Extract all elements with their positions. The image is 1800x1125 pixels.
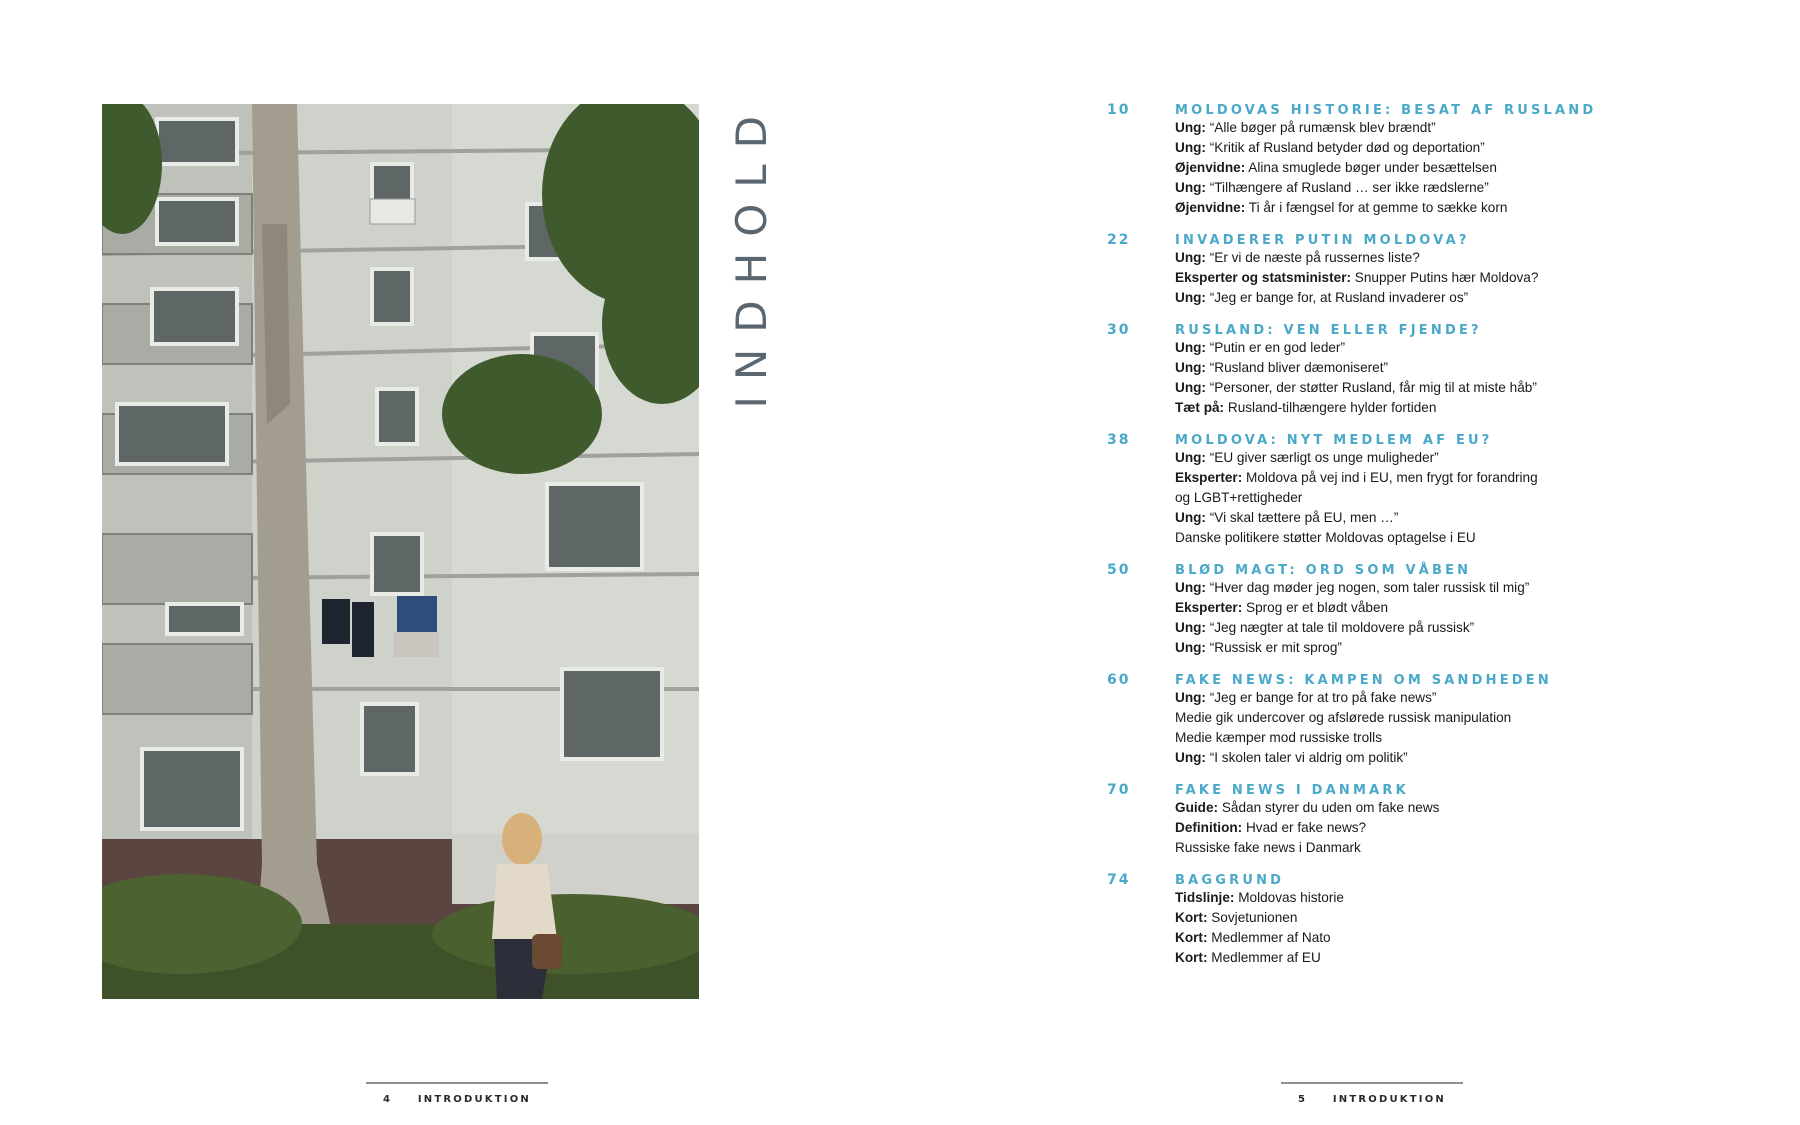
toc-entry-label: Ung: [1175,290,1206,305]
footer-rule [366,1082,548,1084]
toc-section-header [1107,102,1667,118]
toc-entry [1175,728,1667,748]
toc-entry-text: Sådan styrer du uden om fake news [1218,800,1440,815]
toc-entry [1175,178,1667,198]
toc-entries [1175,338,1667,418]
toc-entry [1175,908,1667,928]
apartment-building-photo [102,104,699,999]
footer-right [1281,1082,1463,1105]
toc-entry-text: Moldova på vej ind i EU, men frygt for forandring [1242,470,1538,485]
toc-section-title: INVADERER PUTIN MOLDOVA? [1175,233,1470,248]
toc-section-header [1107,872,1667,888]
toc-entry [1175,398,1667,418]
toc-section [1107,672,1667,768]
toc-entry [1175,598,1667,618]
toc-entry-label: Ung: [1175,750,1206,765]
cover-photo [102,104,699,999]
toc-entry-text: Snupper Putins hær Moldova? [1351,270,1539,285]
running-header: INTRODUKTION [417,1094,531,1105]
toc-entry-label: Ung: [1175,180,1206,195]
toc-entry [1175,448,1667,468]
toc-page-number: 74 [1107,872,1131,888]
toc-page-number: 30 [1107,322,1131,338]
toc-entry-label: Eksperter og statsminister: [1175,270,1352,285]
toc-entry-text: “Alle bøger på rumænsk blev brændt” [1205,120,1436,135]
toc-entry-label: Definition: [1175,820,1243,835]
toc-entry-text: “EU giver særligt os unge muligheder” [1205,450,1439,465]
toc-entry [1175,338,1667,358]
toc-entry-text: Moldovas historie [1234,890,1344,905]
toc-entry-text: “Jeg nægter at tale til moldovere på russisk” [1205,620,1475,635]
toc-entry-text: Medie kæmper mod russiske trolls [1175,730,1382,745]
toc-section-title: MOLDOVAS HISTORIE: BESAT AF RUSLAND [1175,103,1597,118]
toc-entry [1175,618,1667,638]
toc-section-header [1107,432,1667,448]
toc-entry [1175,928,1667,948]
toc-page-number: 70 [1107,782,1131,798]
toc-entry-label: Ung: [1175,450,1206,465]
toc-entry-label: Kort: [1175,930,1208,945]
toc-entry-text: “Er vi de næste på russernes liste? [1205,250,1420,265]
toc-entry-text: “Putin er en god leder” [1205,340,1345,355]
toc-section [1107,322,1667,418]
toc-entry [1175,798,1667,818]
toc-entry [1175,268,1667,288]
toc-page-number: 50 [1107,562,1131,578]
toc-entry [1175,198,1667,218]
toc-entry-label: Kort: [1175,910,1208,925]
toc-page-number: 22 [1107,232,1131,248]
toc-entry [1175,468,1667,488]
toc-entry-text: Rusland-tilhængere hylder fortiden [1224,400,1437,415]
toc-entry-text: Medie gik undercover og afslørede russisk manipulation [1175,710,1512,725]
toc-entry-label: Eksperter: [1175,470,1243,485]
toc-entry-text: “Jeg er bange for at tro på fake news” [1205,690,1437,705]
toc-section-title: FAKE NEWS I DANMARK [1175,783,1409,798]
page-number: 4 [383,1094,393,1105]
toc-section-header [1107,782,1667,798]
toc-entries [1175,578,1667,658]
toc-entry-text: Danske politikere støtter Moldovas optagelse i EU [1175,530,1476,545]
toc-entry-text: Russiske fake news i Danmark [1175,840,1361,855]
toc-entry-label: Ung: [1175,340,1206,355]
toc-entries [1175,448,1667,548]
toc-entry [1175,818,1667,838]
toc-entry [1175,948,1667,968]
toc-entry [1175,138,1667,158]
toc-section-header [1107,562,1667,578]
toc-entries [1175,798,1667,858]
toc-entry-text: Medlemmer af Nato [1207,930,1331,945]
toc-entry-text: Sovjetunionen [1207,910,1298,925]
toc-entry [1175,578,1667,598]
toc-entry-label: Ung: [1175,690,1206,705]
toc-entries [1175,888,1667,968]
toc-entry [1175,248,1667,268]
toc-section-title: BLØD MAGT: ORD SOM VÅBEN [1175,563,1472,578]
toc-entry [1175,688,1667,708]
page-number: 5 [1298,1094,1308,1105]
toc-entry-text: Alina smuglede bøger under besættelsen [1245,160,1497,175]
toc-section [1107,432,1667,548]
toc-section-header [1107,232,1667,248]
toc-section [1107,872,1667,968]
toc-entry-text: “Personer, der støtter Rusland, får mig til at miste håb” [1205,380,1537,395]
toc-entry-label: Tæt på: [1175,400,1225,415]
toc-entry-label: Guide: [1175,800,1219,815]
toc-entry-text: “Jeg er bange for, at Rusland invaderer os” [1205,290,1469,305]
toc-entry-label: Ung: [1175,640,1206,655]
toc-entry-label: Øjenvidne: [1175,200,1246,215]
toc-entry-text: Sprog er et blødt våben [1242,600,1389,615]
toc-section [1107,782,1667,858]
toc-entry-text: og LGBT+rettigheder [1175,490,1303,505]
table-of-contents [1107,102,1667,982]
toc-entry-label: Eksperter: [1175,600,1243,615]
toc-page-number: 10 [1107,102,1131,118]
toc-section [1107,562,1667,658]
toc-entry [1175,708,1667,728]
toc-entry [1175,748,1667,768]
toc-entry-label: Ung: [1175,120,1206,135]
toc-entry-label: Ung: [1175,510,1206,525]
toc-entry [1175,838,1667,858]
toc-entry-text: “Hver dag møder jeg nogen, som taler russisk til mig” [1205,580,1530,595]
toc-entry-label: Kort: [1175,950,1208,965]
toc-section-title: BAGGRUND [1175,873,1285,888]
toc-heading: INDHOLD [727,100,776,409]
toc-entries [1175,688,1667,768]
toc-section-title: RUSLAND: VEN ELLER FJENDE? [1175,323,1482,338]
toc-entry-label: Ung: [1175,380,1206,395]
toc-entry-text: Medlemmer af EU [1207,950,1321,965]
toc-entry-label: Øjenvidne: [1175,160,1246,175]
toc-entry-label: Tidslinje: [1175,890,1235,905]
footer-rule [1281,1082,1463,1084]
toc-section [1107,102,1667,218]
toc-entry [1175,528,1667,548]
toc-entry-text: “Rusland bliver dæmoniseret” [1205,360,1389,375]
toc-entry-label: Ung: [1175,620,1206,635]
toc-entry-text: “Tilhængere af Rusland … ser ikke rædslerne” [1205,180,1489,195]
toc-entries [1175,118,1667,218]
toc-entry-label: Ung: [1175,250,1206,265]
toc-entry [1175,378,1667,398]
toc-entry-label: Ung: [1175,580,1206,595]
toc-entry [1175,638,1667,658]
toc-entry-text: “Vi skal tættere på EU, men …” [1205,510,1399,525]
toc-section-title: MOLDOVA: NYT MEDLEM AF EU? [1175,433,1493,448]
toc-section [1107,232,1667,308]
toc-entry-label: Ung: [1175,360,1206,375]
toc-entry-label: Ung: [1175,140,1206,155]
toc-entry [1175,508,1667,528]
toc-section-header [1107,672,1667,688]
toc-page-number: 38 [1107,432,1131,448]
toc-entry [1175,488,1667,508]
toc-entry-text: Ti år i fængsel for at gemme to sække korn [1245,200,1508,215]
toc-section-header [1107,322,1667,338]
toc-entry-text: “Russisk er mit sprog” [1205,640,1342,655]
toc-entry [1175,288,1667,308]
toc-entry-text: “I skolen taler vi aldrig om politik” [1205,750,1408,765]
toc-section-title: FAKE NEWS: KAMPEN OM SANDHEDEN [1175,673,1552,688]
toc-entry [1175,358,1667,378]
toc-entry-text: “Kritik af Rusland betyder død og deportation” [1205,140,1485,155]
toc-entry [1175,118,1667,138]
toc-entry [1175,158,1667,178]
running-header: INTRODUKTION [1332,1094,1446,1105]
toc-entry [1175,888,1667,908]
toc-page-number: 60 [1107,672,1131,688]
footer-left [366,1082,548,1105]
toc-entries [1175,248,1667,308]
toc-entry-text: Hvad er fake news? [1242,820,1367,835]
